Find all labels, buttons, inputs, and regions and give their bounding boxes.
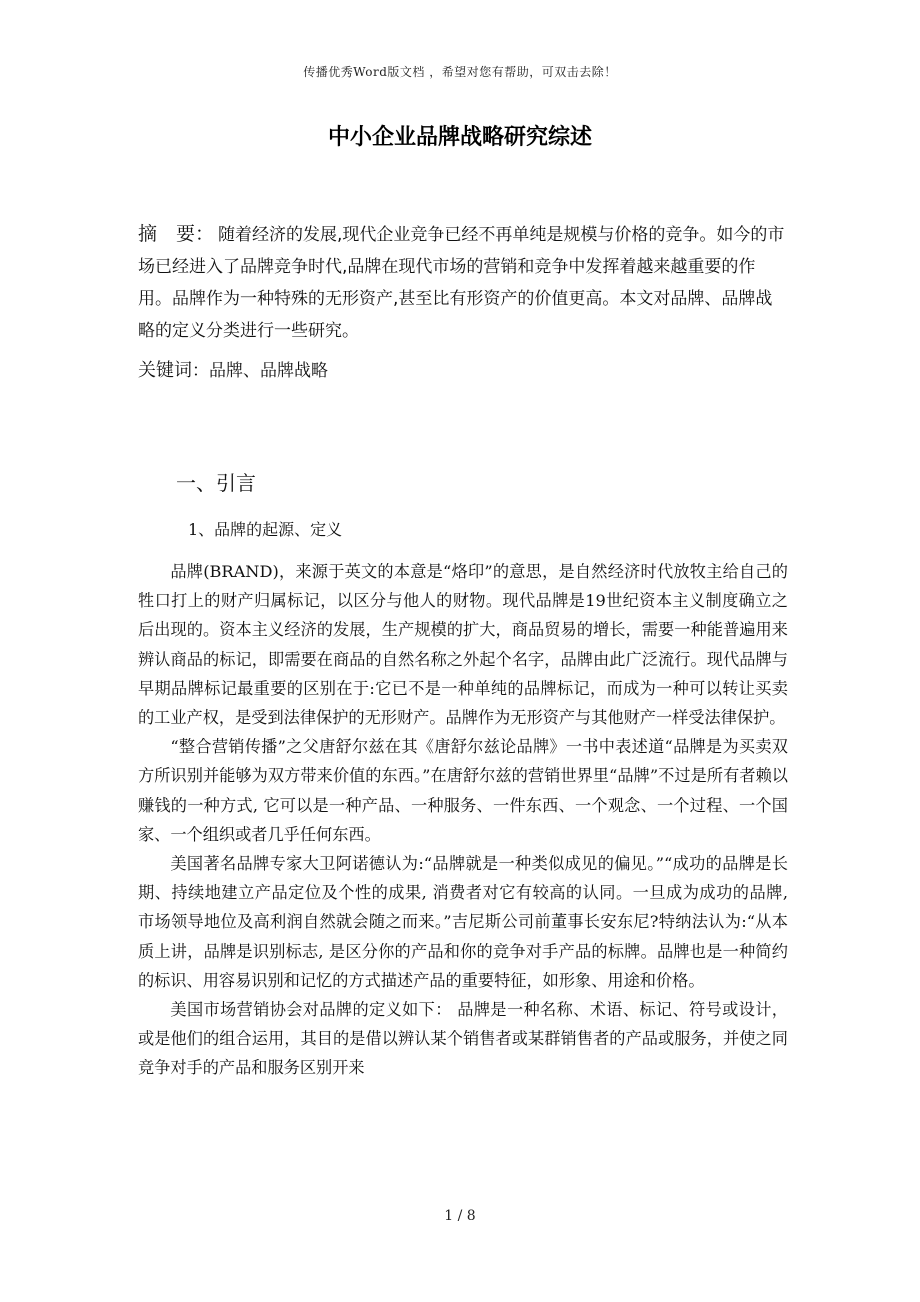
keywords-label: 关键词 bbox=[138, 360, 192, 381]
keywords-block bbox=[138, 356, 788, 382]
paragraph: 品牌(BRAND)，来源于英文的本意是“烙印”的意思，是自然经济时代放牧主给自己的牲口打上的财产归属标记，以区分与他人的财物。现代品牌是19世纪资本主义制度确立之后出现的。资本主义经济的发展，生产规模的扩大，商品贸易的增长，需要一种能普遍用来辨认商品的标记，即需要在商品的自然名称之外起个名字，品牌由此广泛流行。现代品牌与早期品牌标记最重要的区别在于:它已不是一种单纯的品牌标记，而成为一种可以转让买卖的工业产权，是受到法律保护的无形财产。品牌作为无形资产与其他财产一样受法律保护。 bbox=[138, 562, 788, 728]
page-number: 1 / 8 bbox=[444, 1208, 476, 1224]
body-text bbox=[138, 557, 788, 1083]
abstract-text: 随着经济的发展,现代企业竞争已经不再单纯是规模与价格的竞争。如今的市场已经进入了品牌竞争时代,品牌在现代市场的营销和竞争中发挥着越来越重要的作用。品牌作为一种特殊的无形资产,甚至比有形资产的价值更高。本文对品牌、品牌战略的定义分类进行一些研究。 bbox=[138, 225, 785, 341]
paragraph: “整合营销传播”之父唐舒尔兹在其《唐舒尔兹论品牌》一书中表述道“品牌是为买卖双方所识别并能够为双方带来价值的东西。”在唐舒尔兹的营销世界里“品牌”不过是所有者赖以赚钱的一种方式, 它可以是一种产品、一种服务、一件东西、一个观念、一个过程、一个国家、一个组织或者几乎任何东西。 bbox=[138, 737, 788, 844]
abstract-label: 摘 要： bbox=[138, 223, 215, 245]
page-header-note: 传播优秀Word版文档 ，希望对您有帮助，可双击去除！ bbox=[303, 65, 617, 79]
paragraph: 美国市场营销协会对品牌的定义如下： 品牌是一种名称、术语、标记、符号或设计，或是他们的组合运用，其目的是借以辨认某个销售者或某群销售者的产品或服务，并使之同竞争对手的产品和服务区别开来 bbox=[138, 1000, 788, 1078]
section-heading: 一、引言 bbox=[176, 471, 256, 495]
abstract-block bbox=[138, 218, 788, 347]
paragraph: 美国著名品牌专家大卫阿诺德认为:“品牌就是一种类似成见的偏见。”“成功的品牌是长期、持续地建立产品定位及个性的成果, 消费者对它有较高的认同。一旦成为成功的品牌, 市场领导地位及高利润自然就会随之而来。”吉尼斯公司前董事长安东尼?特纳法认为:“从本质上讲，品牌是识别标志, 是区分你的产品和你的竞争对手产品的标牌。品牌也是一种简约的标识、用容易识别和记忆的方式描述产品的重要特征，如形象、用途和价格。 bbox=[138, 854, 788, 990]
keywords-text: ：品牌、品牌战略 bbox=[192, 361, 328, 381]
subsection-heading: 1、品牌的起源、定义 bbox=[188, 520, 343, 539]
document-title: 中小企业品牌战略研究综述 bbox=[327, 125, 592, 150]
